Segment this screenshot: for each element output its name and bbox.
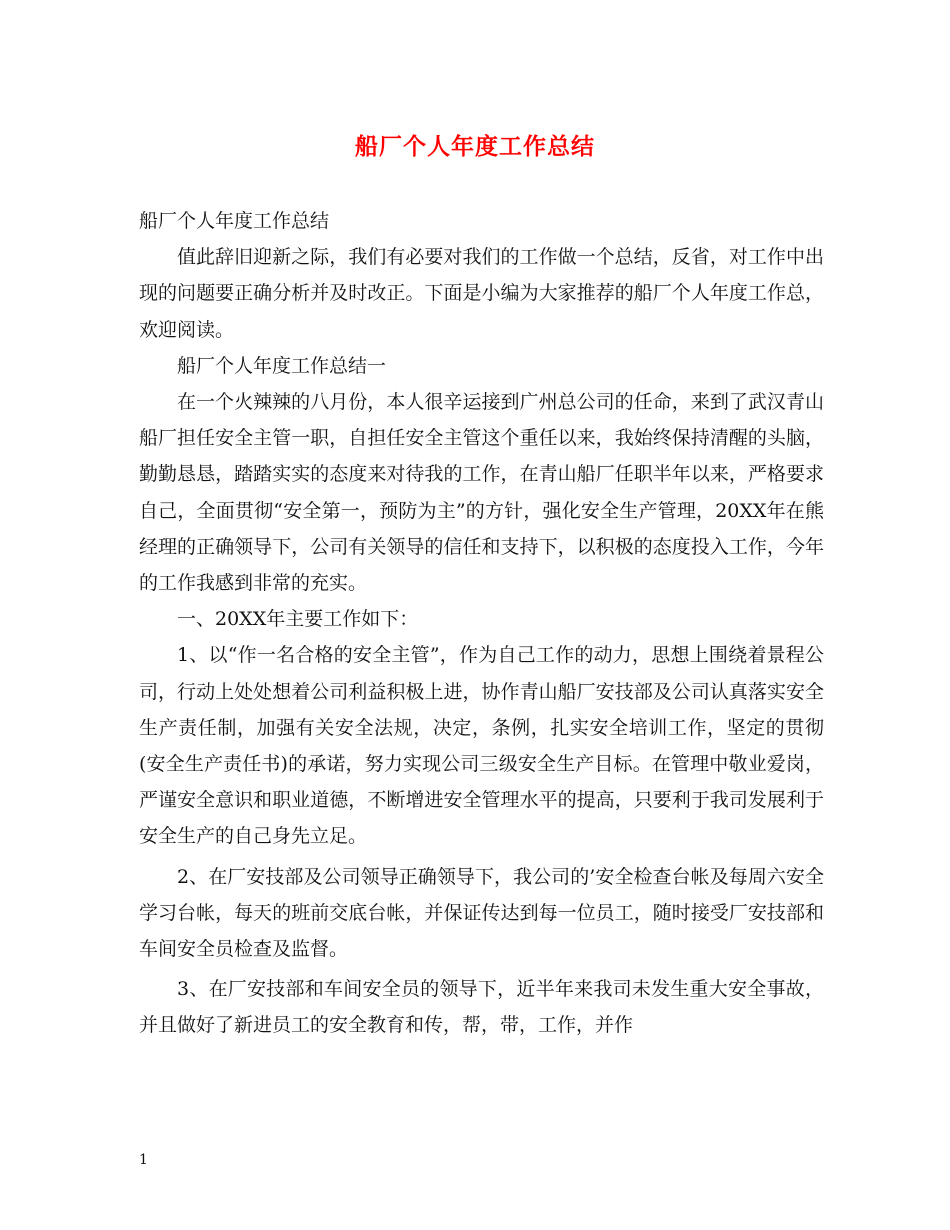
paragraph-intro: 值此辞旧迎新之际，我们有必要对我们的工作做一个总结，反省，对工作中出现的问题要正确分析并及时改正。下面是小编为大家推荐的船厂个人年度工作总，欢迎阅读。: [139, 246, 824, 341]
paragraph-subheading: 船厂个人年度工作总结一: [177, 354, 387, 377]
paragraph-item-2: 2、在厂安技部及公司领导正确领导下，我公司的’安全检查台帐及每周六安全学习台帐，每天的班前交底台帐，并保证传达到每一位员工，随时接受厂安技部和车间安全员检查及监督。: [139, 865, 824, 961]
paragraph-item-3: 3、在厂安技部和车间安全员的领导下，近半年来我司未发生重大安全事故，并且做好了新进员工的安全教育和传，帮，带，工作，并作: [139, 978, 824, 1037]
document-title: 船厂个人年度工作总结: [355, 133, 595, 160]
paragraph-section-heading: 一、20XX年主要工作如下：: [177, 608, 419, 631]
page-number: 1: [139, 1152, 148, 1168]
paragraph-body: 在一个火辣辣的八月份，本人很辛运接到广州总公司的任命，来到了武汉青山船厂担任安全主管一职，自担任安全主管这个重任以来，我始终保持清醒的头脑，勤勤恳恳，踏踏实实的态度来对待我的工作，在青山船厂任职半年以来，严格要求自己，全面贯彻“安全第一，预防为主”的方针，强化安全生产管理，20XX年在熊经理的正确领导下，公司有关领导的信任和支持下，以积极的态度投入工作，今年的工作我感到非常的充实。: [139, 391, 824, 595]
paragraph-heading: 船厂个人年度工作总结: [139, 210, 330, 232]
paragraph-item-1: 1、以“作一名合格的安全主管”，作为自己工作的动力，思想上围绕着景程公司，行动上处处想着公司利益积极上进，协作青山船厂安技部及公司认真落实安全生产责任制，加强有关安全法规，决定，条例，扎实安全培训工作，坚定的贯彻(安全生产责任书)的承诺，努力实现公司三级安全生产目标。在管理中敬业爱岗，严谨安全意识和职业道德，不断增进安全管理水平的提高，只要利于我司发展利于安全生产的自己身先立足。: [139, 644, 824, 848]
document-body: [139, 203, 824, 1044]
